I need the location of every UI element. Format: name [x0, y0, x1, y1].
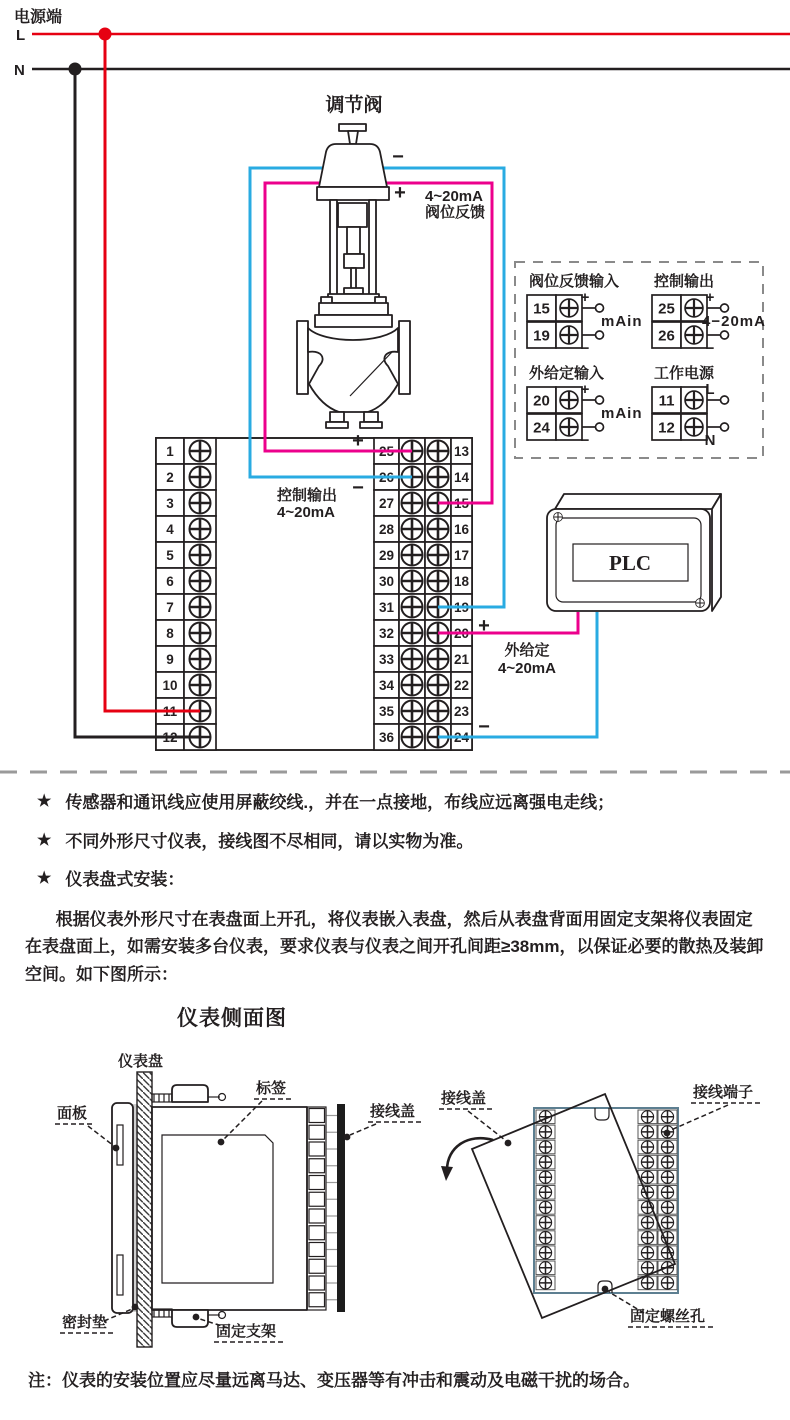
screw-terminal-icon [539, 1171, 551, 1183]
screw-terminal-icon [428, 519, 449, 540]
screw-terminal-icon [560, 391, 578, 409]
screw-terminal-icon [661, 1111, 673, 1123]
mounting-paragraph: 根据仪表外形尺寸在表盘面上开孔，将仪表嵌入表盘，然后从表盘背面用固定支架将仪表固定在表盘面上，如需安装多台仪表，要求仪表与仪表之间开孔间距≥38mm，以保证必要的散热及装卸空间。如下图所示： [25, 909, 764, 984]
legend-signal-note: 4−20mA [702, 313, 766, 330]
legend-terminal-number: 25 [658, 300, 675, 318]
screw-terminal-icon [641, 1232, 653, 1244]
screw-terminal-icon [402, 545, 423, 566]
screw-terminal-icon [641, 1277, 653, 1289]
terminal-number: 29 [378, 548, 395, 563]
screw-terminal-icon [661, 1277, 673, 1289]
screw-terminal-icon [685, 326, 703, 344]
screw-terminal-icon [685, 299, 703, 317]
terminal-number: 13 [453, 444, 470, 459]
control-output-range: 4~20mA [277, 504, 335, 521]
leader-dot [218, 1139, 225, 1146]
screw-terminal-icon [402, 675, 423, 696]
terminal-number: 28 [378, 522, 395, 537]
terminal-number: 33 [378, 652, 395, 667]
screw-terminal-icon [190, 545, 211, 566]
screw-terminal-icon [539, 1232, 551, 1244]
screw-terminal-icon [190, 597, 211, 618]
screw-terminal-icon [539, 1141, 551, 1153]
installation-notes [25, 790, 765, 988]
terminal-number: 23 [453, 704, 470, 719]
valve-yoke-left [330, 200, 337, 295]
plc-label: PLC [609, 551, 651, 575]
bracket-label: 固定支架 [216, 1323, 277, 1340]
setpoint-title: 外给定 [504, 642, 550, 659]
terminal-number: 25 [378, 444, 395, 459]
valve-yoke-base [328, 294, 379, 303]
screw-terminal-icon [402, 649, 423, 670]
valve-body [308, 328, 398, 412]
panel-mount-drawing [55, 1052, 421, 1347]
valve-stem-rod [351, 268, 356, 289]
leader-line [88, 1126, 114, 1146]
legend-polarity: − [580, 432, 590, 449]
terminal-number: 6 [166, 574, 174, 589]
terminal-number: 19 [453, 600, 470, 615]
feedback-plus: + [394, 182, 406, 204]
note-text: 传感器和通讯线应使用屏蔽绞线.，并在一点接地，布线应远离强电走线； [65, 793, 615, 812]
valve-flange-left [297, 321, 308, 394]
screw-terminal-icon [402, 597, 423, 618]
legend-terminal-point [596, 423, 604, 431]
footer-note: 注：仪表的安装位置应尽量远离马达、变压器等有冲击和震动及电磁干扰的场合。 [28, 1371, 640, 1390]
screw-hole-label: 固定螺丝孔 [630, 1308, 706, 1325]
terminal-grid [156, 438, 472, 750]
legend-terminal-point [721, 423, 729, 431]
plc-screw-icon [696, 599, 705, 608]
instrument-body [152, 1107, 307, 1310]
legend-terminal-point [596, 304, 604, 312]
leader-line [671, 1105, 728, 1130]
screw-terminal-icon [190, 571, 211, 592]
leader-dot [193, 1314, 200, 1321]
side-view-title: 仪表侧面图 [177, 1007, 287, 1030]
rear-terminal-cell [309, 1142, 325, 1156]
screw-terminal-icon [190, 493, 211, 514]
legend-terminal-number: 24 [533, 419, 550, 437]
screw-terminal-icon [641, 1216, 653, 1228]
rear-terminal-cell [309, 1276, 325, 1290]
screw-terminal-icon [190, 675, 211, 696]
terminal-number: 8 [166, 626, 174, 641]
plc-top-face [555, 494, 721, 509]
legend-terminal-number: 11 [658, 392, 675, 410]
screw-terminal-icon [641, 1111, 653, 1123]
screw-terminal-icon [685, 418, 703, 436]
legend-signal-note: mAin [601, 313, 643, 330]
screw-terminal-icon [560, 326, 578, 344]
terminal-number: 18 [453, 574, 470, 589]
tag-label: 标签 [256, 1080, 287, 1097]
clamp-body [172, 1310, 208, 1327]
gasket-label: 密封垫 [62, 1314, 108, 1331]
rear-terminal-cells [309, 1109, 337, 1307]
terminal-number: 21 [453, 652, 470, 667]
leader-dot [344, 1134, 351, 1141]
terminal-number: 10 [162, 678, 178, 693]
valve-bonnet [319, 303, 388, 315]
feedback-minus: − [392, 146, 404, 168]
clamp-rod-threads [154, 1094, 169, 1102]
legend-polarity: + [705, 289, 715, 306]
plc-screw-icon [554, 513, 563, 522]
screw-terminal-icon [641, 1141, 653, 1153]
legend-terminal-point [721, 396, 729, 404]
terminals-label: 接线端子 [693, 1084, 754, 1101]
terminal-number: 36 [378, 730, 395, 745]
screw-terminal-icon [428, 675, 449, 696]
screw-terminal-icon [539, 1156, 551, 1168]
star-bullet-icon: ★ [37, 831, 52, 849]
legend-groups [527, 272, 766, 449]
terminal-number: 17 [453, 548, 470, 563]
screw-terminal-icon [539, 1126, 551, 1138]
screw-terminal-icon [685, 391, 703, 409]
control-output-plus: + [352, 430, 364, 452]
legend-terminal-number: 20 [533, 392, 550, 410]
rear-terminal-cell [309, 1159, 325, 1173]
screw-terminal-icon [539, 1277, 551, 1289]
leader-dot [602, 1286, 609, 1293]
screw-terminal-icon [428, 441, 449, 462]
screw-terminal-icon [641, 1156, 653, 1168]
terminal-number: 14 [453, 470, 470, 485]
valve-handle-icon [339, 124, 366, 131]
note-text: 不同外形尺寸仪表，接线图不尽相同，请以实物为准。 [65, 831, 474, 851]
screw-terminal-icon [190, 649, 211, 670]
control-output-title: 控制输出 [276, 487, 338, 504]
terminal-number: 3 [166, 496, 174, 511]
terminal-number: 7 [166, 600, 174, 615]
screw-terminal-icon [661, 1171, 673, 1183]
terminal-number: 34 [378, 678, 395, 693]
star-bullet-icon: ★ [37, 793, 52, 810]
control-output-minus: − [352, 477, 364, 499]
legend-terminal-point [596, 396, 604, 404]
legend-polarity: − [580, 340, 590, 357]
rear-terminal-cell [309, 1243, 325, 1257]
cover-label-right: 接线盖 [441, 1090, 487, 1107]
screw-terminal-icon [402, 519, 423, 540]
leader-dot [113, 1145, 120, 1152]
rear-terminal-cell [309, 1176, 325, 1190]
terminal-cover-bar [337, 1104, 345, 1312]
rear-terminal-cell [309, 1226, 325, 1240]
screw-terminal-icon [190, 441, 211, 462]
screw-terminal-icon [190, 467, 211, 488]
terminal-number: 4 [166, 522, 174, 537]
screw-terminal-icon [661, 1156, 673, 1168]
rear-terminal-cell [309, 1192, 325, 1206]
legend-group-title: 控制输出 [654, 273, 715, 290]
screw-terminal-icon [539, 1201, 551, 1213]
setpoint-minus: − [478, 716, 490, 738]
valve-foot-right [364, 412, 378, 422]
screw-terminal-icon [190, 623, 211, 644]
legend-polarity: + [580, 289, 590, 306]
valve-body-flange [315, 315, 392, 327]
line-live-label: L [16, 27, 26, 44]
terminal-number: 16 [453, 522, 470, 537]
valve-flange-right [399, 321, 410, 394]
plc-module [547, 494, 721, 611]
valve-title: 调节阀 [325, 95, 383, 116]
leader-line [468, 1111, 505, 1140]
valve-dome-base [317, 187, 389, 200]
rear-terminal-cell [309, 1125, 325, 1139]
legend-group-title: 工作电源 [654, 365, 715, 382]
screw-terminal-icon [402, 571, 423, 592]
setpoint-plus: + [478, 615, 490, 637]
terminal-number: 27 [378, 496, 395, 511]
terminal-number: 24 [453, 730, 470, 745]
note-item [25, 790, 765, 816]
plc-side-face [712, 494, 721, 611]
front-panel-label: 面板 [57, 1105, 88, 1122]
terminal-number: 11 [162, 704, 178, 719]
legend-terminal-number: 12 [658, 419, 675, 437]
legend-group-title: 外给定输入 [529, 365, 605, 382]
screw-terminal-icon [428, 649, 449, 670]
screw-terminal-icon [661, 1216, 673, 1228]
rear-terminal-cell [309, 1293, 325, 1307]
screw-terminal-icon [428, 701, 449, 722]
screw-terminal-icon [402, 701, 423, 722]
valve-actuator-dome [319, 144, 387, 187]
screw-terminal-icon [428, 545, 449, 566]
screw-terminal-icon [190, 519, 211, 540]
valve-pad-left [326, 422, 348, 428]
terminal-number: 35 [378, 704, 395, 719]
terminal-number: 30 [378, 574, 395, 589]
screw-terminal-icon [539, 1216, 551, 1228]
rear-terminal-cell [309, 1209, 325, 1223]
terminal-number: 26 [378, 470, 395, 485]
cover-label-left: 接线盖 [370, 1103, 416, 1120]
valve-foot-left [330, 412, 344, 422]
valve-yoke-right [369, 200, 376, 295]
legend-signal-note: mAin [601, 405, 643, 422]
screw-terminal-icon [641, 1126, 653, 1138]
valve-coupling [344, 254, 364, 268]
legend-terminal-point [721, 304, 729, 312]
feedback-name: 阀位反馈 [425, 204, 486, 221]
terminal-number: 5 [166, 548, 174, 563]
star-bullet-icon: ★ [37, 870, 52, 887]
legend-terminal-number: 19 [533, 327, 550, 345]
leader-line [350, 1124, 376, 1135]
legend-polarity: − [705, 340, 715, 357]
legend-terminal-point [596, 331, 604, 339]
legend-polarity: N [704, 432, 716, 449]
legend-terminal-number: 15 [533, 300, 550, 318]
screw-terminal-icon [661, 1201, 673, 1213]
rear-terminal-cell [309, 1259, 325, 1273]
screw-terminal-icon [539, 1186, 551, 1198]
valve-stem-mid [347, 227, 360, 254]
screw-terminal-icon [402, 623, 423, 644]
setpoint-range: 4~20mA [498, 660, 556, 677]
screw-terminal-icon [560, 418, 578, 436]
note-item [25, 829, 765, 855]
screw-terminal-icon [539, 1247, 551, 1259]
side-view-diagram [0, 1040, 790, 1360]
rear-view-drawing [439, 1083, 761, 1327]
rotation-arrow-head [441, 1166, 453, 1181]
terminal-number: 2 [166, 470, 174, 485]
power-terminal-label: 电源端 [14, 9, 63, 26]
valve-handle-stem [348, 131, 358, 144]
terminal-number: 20 [453, 626, 470, 641]
note-text: 仪表盘式安装： [65, 870, 185, 889]
legend-polarity: L [705, 381, 715, 398]
legend-terminal-point [721, 331, 729, 339]
clamp-body [172, 1085, 208, 1102]
screw-terminal-icon [661, 1141, 673, 1153]
screw-terminal-icon [661, 1186, 673, 1198]
terminal-number: 15 [453, 496, 470, 511]
mounting-panel [137, 1072, 152, 1347]
control-valve [297, 93, 410, 428]
screw-terminal-icon [641, 1171, 653, 1183]
terminal-number: 9 [166, 652, 174, 667]
valve-pad-right [360, 422, 382, 428]
rear-terminal-cell [309, 1109, 325, 1123]
terminal-number: 32 [378, 626, 395, 641]
panel-label: 仪表盘 [118, 1053, 164, 1070]
screw-terminal-icon [428, 571, 449, 592]
valve-stem-top [338, 203, 367, 227]
terminal-number: 31 [378, 600, 395, 615]
screw-terminal-icon [641, 1262, 653, 1274]
terminal-number: 1 [166, 444, 174, 459]
terminal-number: 12 [162, 730, 178, 745]
screw-terminal-icon [539, 1262, 551, 1274]
line-neutral-label: N [14, 62, 25, 79]
terminal-number: 22 [453, 678, 470, 693]
feedback-range: 4~20mA [425, 188, 483, 205]
note-item [25, 867, 765, 893]
leader-dot [132, 1304, 139, 1311]
screw-terminal-icon [402, 493, 423, 514]
legend-group-title: 阀位反馈输入 [529, 273, 620, 290]
leader-dot [664, 1130, 671, 1137]
legend-polarity: + [580, 381, 590, 398]
legend-terminal-number: 26 [658, 327, 675, 345]
screw-terminal-icon [428, 467, 449, 488]
screw-terminal-icon [641, 1247, 653, 1259]
leader-dot [505, 1140, 512, 1147]
screw-terminal-icon [560, 299, 578, 317]
screw-terminal-icon [402, 727, 423, 748]
